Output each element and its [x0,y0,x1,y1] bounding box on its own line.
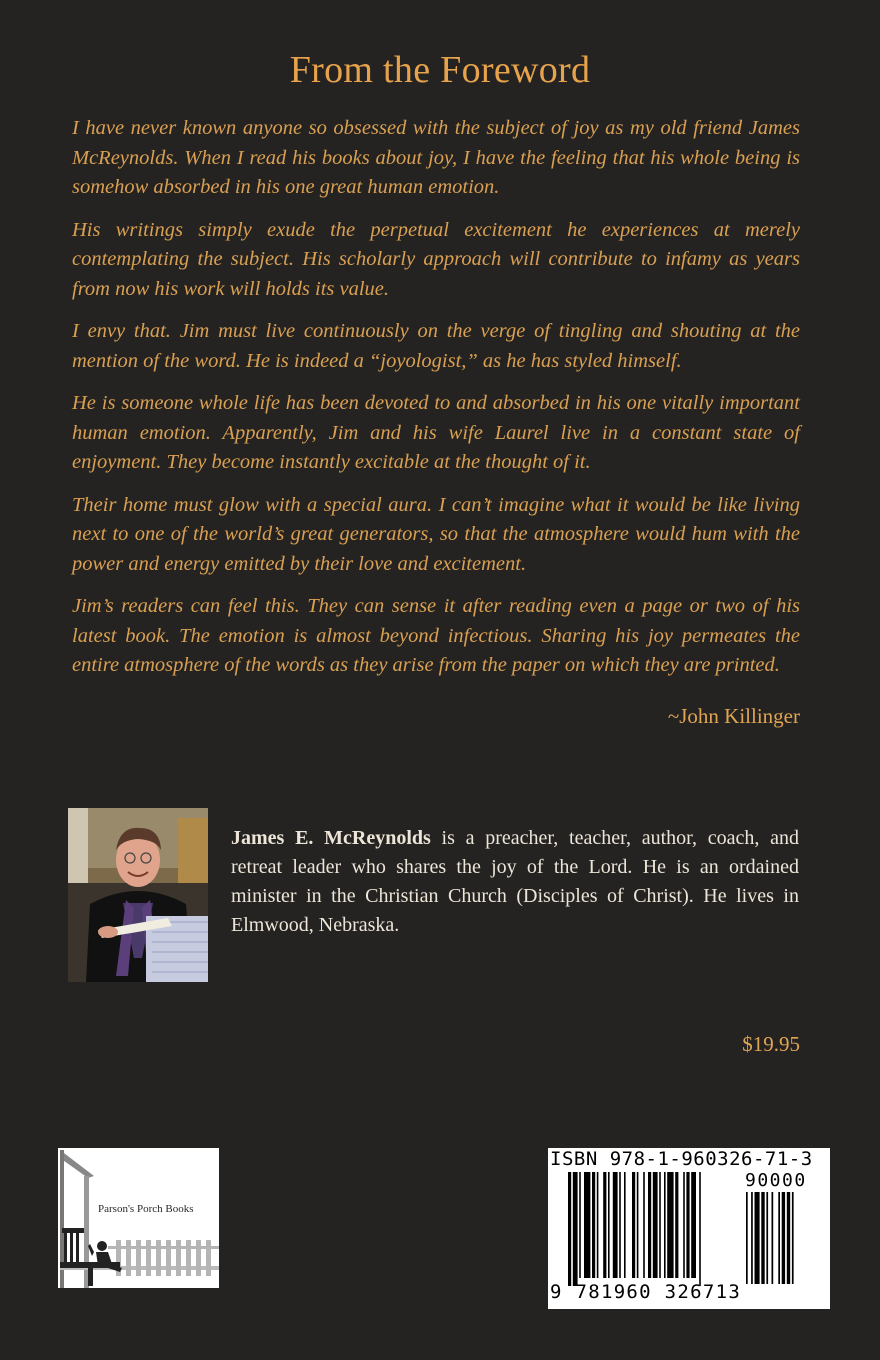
addon-barcode-bar [778,1192,780,1284]
foreword-paragraph: I envy that. Jim must live continuously on the verge of tingling and shouting at the mention of the word. He is indeed a “joyologist,” as he has styled himself. [72,320,800,372]
barcode-bar [691,1172,696,1278]
foreword-signature: ~John Killinger [667,704,800,728]
barcode-bar [637,1172,639,1278]
barcode-bar [579,1172,581,1278]
barcode-bar [667,1172,673,1278]
addon-barcode-bar [755,1192,760,1284]
foreword-heading: From the Foreword [289,49,591,91]
barcode-bar [659,1172,661,1278]
foreword-paragraph: His writings simply exude the perpetual excitement he experiences at merely contemplating the subject. His scholarly approach will contribute to infamy as years from now his work will holds its value. [72,218,800,300]
author-bio [231,824,799,940]
barcode-bar [643,1172,645,1278]
addon-barcode-bar [751,1192,753,1284]
price-addon-digits: 90000 [745,1170,807,1191]
barcode-bar [653,1172,658,1278]
isbn-barcode [548,1148,830,1309]
barcode-bar [686,1172,689,1278]
author-photo [68,808,208,982]
foreword-paragraph: He is someone whole life has been devoted to and absorbed in his one vitally important human emotion. Apparently, Jim and his wife Laurel live in a constant state of enjoyment. They become instantly excitable at the thought of it. [72,392,800,473]
publisher-name: Parson's Porch Books [98,1203,194,1215]
barcode-bar [597,1172,599,1278]
isbn-label: ISBN 978-1-960326-71-3 [550,1148,813,1170]
barcode-bar [584,1172,590,1278]
addon-barcode-bar [761,1192,764,1284]
porch-illustration-icon [58,1148,219,1288]
barcode-bar [608,1172,610,1278]
foreword-paragraph: Jim’s readers can feel this. They can sense it after reading even a page or two of his latest book. The emotion is almost beyond infectious. Sharing his joy permeates the entire atmosphere of the words as they arise from the paper on which they are printed. [72,595,800,676]
author-photo-image [68,808,208,982]
addon-barcode-bar [782,1192,785,1284]
foreword-paragraph: I have never known anyone so obsessed with the subject of joy as my old friend James McReynolds. When I read his books about joy, I have the feeling that his whole being is somehow absorbed in his one great human emotion. [72,117,800,198]
foreword-text [72,114,800,694]
addon-barcode-bar [792,1192,794,1284]
price: $19.95 [742,1032,800,1056]
barcode-bar [613,1172,618,1278]
barcode-bar [648,1172,651,1278]
ean-digits: 9 781960 326713 [550,1281,742,1303]
barcode-bar [573,1172,578,1286]
barcode-bar [624,1172,626,1278]
barcode-bar [699,1172,701,1286]
addon-barcode-bar [787,1192,790,1284]
barcode-bar [603,1172,606,1278]
author-bio-text: is a preacher, teacher, author, coach, and retreat leader who shares the joy of the Lord. He is an ordained minister in the Christian Church (Disciples of Christ). He lives in Elmwood, Nebraska. [231,827,799,936]
barcode-bar [619,1172,621,1278]
author-name: James E. McReynolds [231,827,431,849]
barcode-bar [664,1172,666,1278]
barcode-bar [683,1172,685,1278]
barcode-bar [632,1172,635,1278]
barcode-bar [592,1172,595,1278]
addon-barcode-bar [746,1192,748,1284]
addon-barcode-bar [766,1192,768,1284]
foreword-paragraph: Their home must glow with a special aura. I can’t imagine what it would be like living next to one of the world’s great generators, so that the atmosphere would hum with the power and energy emitted by their love and excitement. [72,493,800,575]
addon-barcode-bar [772,1192,774,1284]
publisher-logo [58,1148,219,1288]
barcode-bar [675,1172,678,1278]
barcode-bar [568,1172,571,1286]
